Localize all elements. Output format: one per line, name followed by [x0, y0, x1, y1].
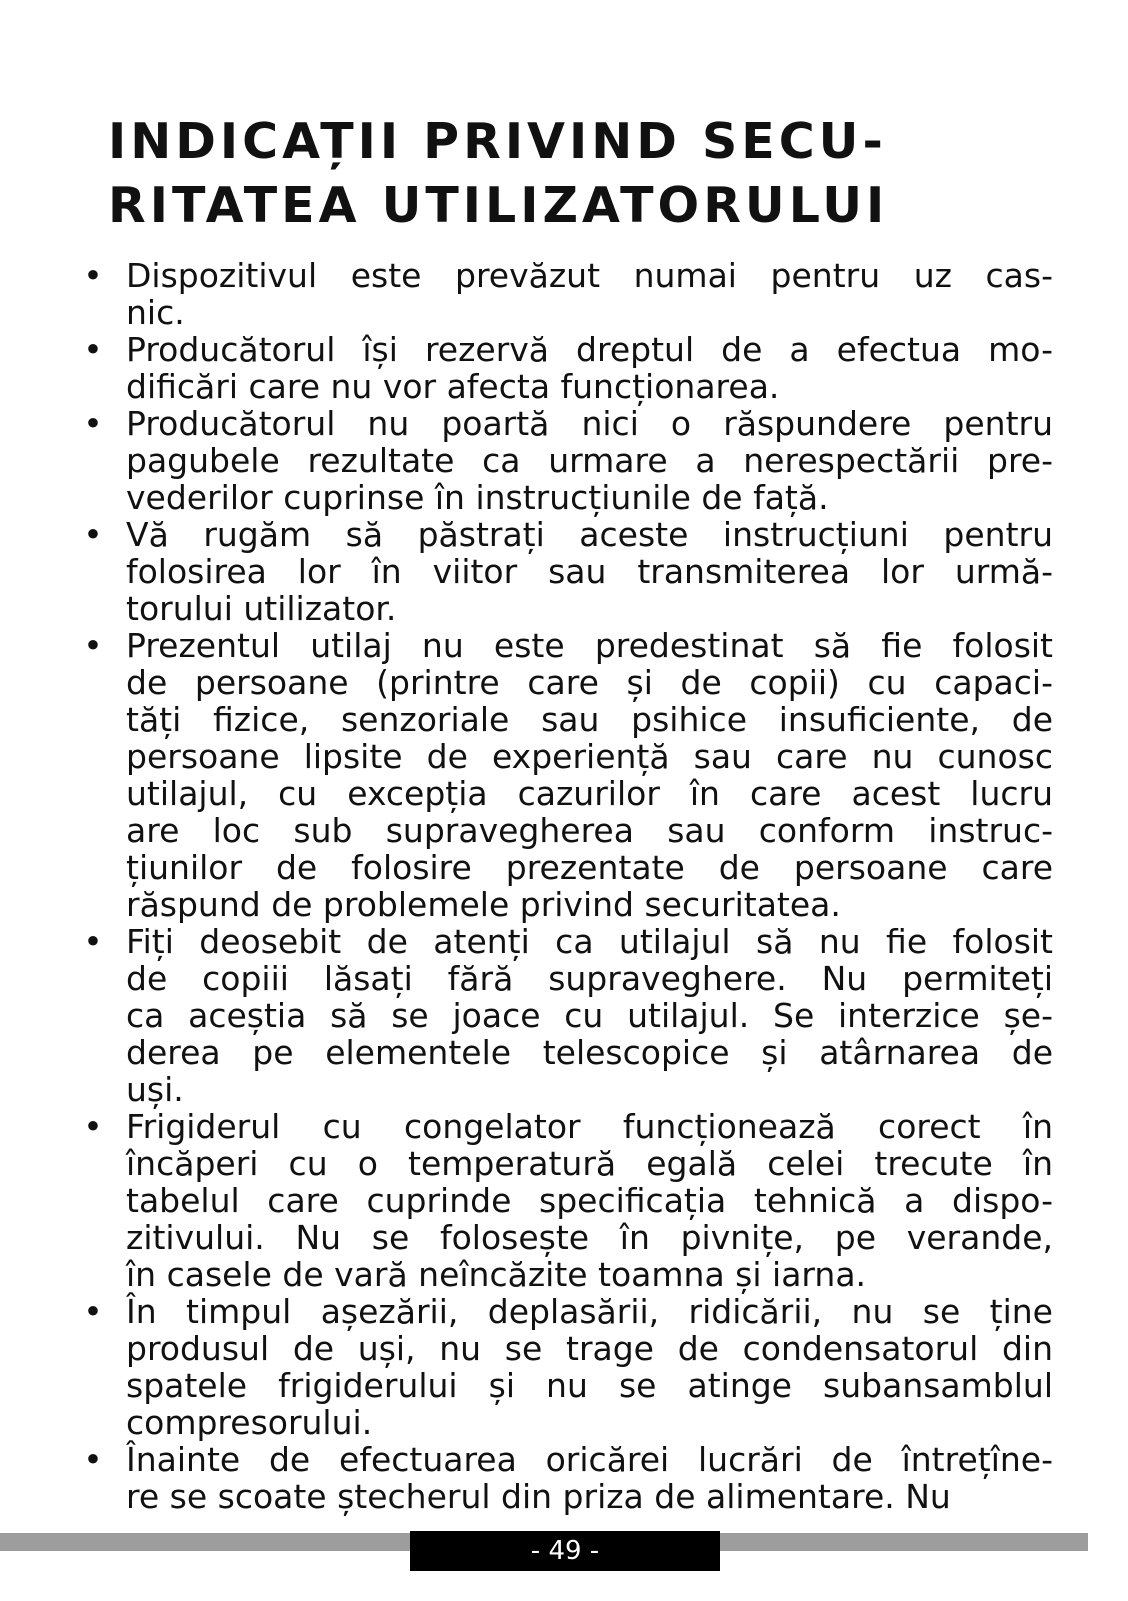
- page-title: [108, 110, 1068, 238]
- list-item-line: de copiii lăsați fără supraveghere. Nu permiteți: [126, 959, 1053, 998]
- list-item-line: Dispozitivul este prevăzut numai pentru uz cas-: [126, 256, 1053, 295]
- list-item-line: țiunilor de folosire prezentate de persoane care: [126, 848, 1053, 887]
- list-item-line: produsul de uși, nu se trage de condensatorul din: [126, 1329, 1053, 1368]
- list-item-line: Producătorul nu poartă nici o răspundere pentru: [126, 404, 1053, 443]
- title-line: INDICAȚII PRIVIND SECU-: [108, 113, 887, 170]
- list-item-line: spatele frigiderului și nu se atinge subansamblul: [126, 1366, 1053, 1405]
- list-item-line: Fiți deosebit de atenți ca utilajul să nu fie folosit: [126, 922, 1053, 961]
- list-item-line: în casele de vară neîncăzite toamna și iarna.: [126, 1255, 867, 1294]
- list-item: [78, 405, 1053, 516]
- bullet-icon: •: [83, 1107, 103, 1146]
- list-item: [78, 627, 1053, 923]
- list-item-line: vederilor cuprinse în instrucțiunile de față.: [126, 478, 829, 517]
- list-item-line: Producătorul își rezervă dreptul de a efectua mo-: [126, 330, 1053, 369]
- list-item-line: are loc sub supravegherea sau conform instruc-: [126, 811, 1053, 850]
- page-number: - 49 -: [410, 1531, 720, 1571]
- bullet-icon: •: [83, 626, 103, 665]
- list-item: [78, 516, 1053, 627]
- bullet-icon: •: [83, 404, 103, 443]
- list-item: [78, 331, 1053, 405]
- list-item-line: pagubele rezultate ca urmare a nerespectării pre-: [126, 441, 1053, 480]
- bullet-icon: •: [83, 1440, 103, 1479]
- list-item-line: uși.: [126, 1070, 184, 1109]
- list-item: [78, 1108, 1053, 1293]
- list-item-line: dificări care nu vor afecta funcționarea.: [126, 367, 780, 406]
- list-item-line: torului utilizator.: [126, 589, 397, 628]
- list-item-line: re se scoate ștecherul din priza de alimentare. Nu: [126, 1477, 951, 1516]
- list-item-line: zitivului. Nu se folosește în pivnițe, pe verande,: [126, 1218, 1053, 1257]
- bullet-icon: •: [83, 256, 103, 295]
- list-item-line: derea pe elementele telescopice și atârnarea de: [126, 1033, 1053, 1072]
- list-item-line: Vă rugăm să păstrați aceste instrucțiuni pentru: [126, 515, 1053, 554]
- list-item-line: compresorului.: [126, 1403, 373, 1442]
- list-item-line: persoane lipsite de experiență sau care nu cunosc: [126, 737, 1053, 776]
- list-item-line: tăți fizice, senzoriale sau psihice insuficiente, de: [126, 700, 1053, 739]
- bullet-icon: •: [83, 922, 103, 961]
- list-item-line: utilajul, cu excepția cazurilor în care acest lucru: [126, 774, 1053, 813]
- list-item: [78, 1293, 1053, 1441]
- list-item-line: răspund de problemele privind securitatea.: [126, 885, 841, 924]
- safety-instructions-list: [78, 257, 1053, 1515]
- bullet-icon: •: [83, 330, 103, 369]
- list-item: [78, 923, 1053, 1108]
- list-item-line: Prezentul utilaj nu este predestinat să fie folosit: [126, 626, 1053, 665]
- list-item-line: ca aceștia să se joace cu utilajul. Se interzice șe-: [126, 996, 1053, 1035]
- bullet-icon: •: [83, 1292, 103, 1331]
- list-item-line: Înainte de efectuarea oricărei lucrări de întrețîne-: [126, 1440, 1053, 1479]
- list-item-line: În timpul așezării, deplasării, ridicării, nu se ține: [126, 1292, 1053, 1331]
- list-item: [78, 1441, 1053, 1515]
- list-item-line: de persoane (printre care și de copii) cu capaci-: [126, 663, 1053, 702]
- list-item-line: încăperi cu o temperatură egală celei trecute în: [126, 1144, 1053, 1183]
- list-item-line: folosirea lor în viitor sau transmiterea lor urmă-: [126, 552, 1053, 591]
- title-line: RITATEA UTILIZATORULUI: [108, 177, 889, 234]
- list-item-line: tabelul care cuprinde specificația tehnică a dispo-: [126, 1181, 1053, 1220]
- list-item: [78, 257, 1053, 331]
- bullet-icon: •: [83, 515, 103, 554]
- list-item-line: Frigiderul cu congelator funcționează corect în: [126, 1107, 1053, 1146]
- list-item-line: nic.: [126, 293, 185, 332]
